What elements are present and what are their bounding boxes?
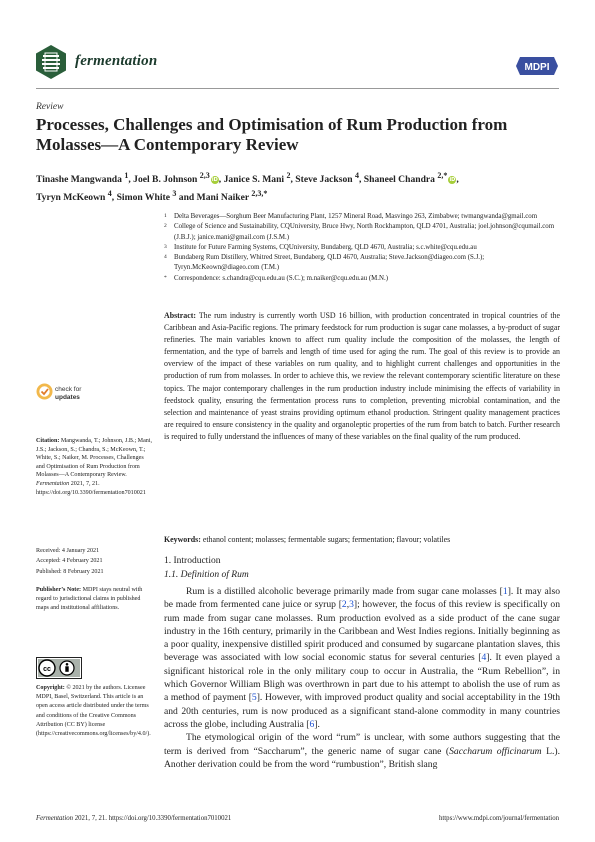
orcid-icon[interactable]: iD [449,177,456,184]
mdpi-logo [516,55,558,77]
citation-block: Citation: Mangwanda, T.; Johnson, J.B.; Mani, J.S.; Jackson, S.; Chandra, S.; McKeown, T.; White, S.; Naiker, M. Processes, Challenges and Optimisation of Rum Production from Molasses—A Contemporary Review. Fermentation 2021, 7, 21. https://doi.org/10.3390/fermentation7010021 [36,438,153,496]
article-type: Review [36,102,64,112]
subsection-heading: 1.1. Definition of Rum [164,570,249,580]
body-text [164,585,560,771]
author[interactable]: Shaneel Chandra $^{2,*}$iD [363,171,456,186]
check-for-updates-icon[interactable] [36,382,53,401]
correspondence: * Correspondence: s.chandra@cqu.edu.au (S.C.); m.naiker@cqu.edu.au (M.N.) [164,274,388,282]
article-title: Processes, Challenges and Optimisation of Rum Production from Molasses—A Contemporary Review [36,115,508,154]
footer-journal-url[interactable]: https://www.mdpi.com/journal/fermentation [439,815,559,822]
publication-dates [36,546,154,577]
publisher-note: Publisher’s Note: MDPI stays neutral with regard to jurisdictional claims in published maps and institutional affiliations. [36,587,143,612]
mdpi-logo-text: MDPI [524,62,550,73]
affiliation: 3 Institute for Future Farming Systems, CQUniversity, Bundaberg, QLD 4670, Australia; s.c.white@cqu.edu.au [164,243,477,251]
reference-link[interactable]: 5 [251,692,257,704]
affiliation: 4 Bundaberg Rum Distillery, Whitred Street, Bundaberg, QLD 4670, Australia; Steve.Jackson@diageo.com (S.J.); Tyryn.McKeown@diageo.com (T.M.) [164,254,485,272]
accepted-date: Accepted: 4 February 2021 [36,558,103,565]
author-list: Tinashe Mangwanda $^1$, Joel B. Johnson $^{2,3}$iD, Janice S. Mani $^2$, Steve Jackson $^4$, Shaneel Chandra $^{2,*}$iD, Tyryn McKeown $^4$, Simon White $^3$ and Mani Naiker $^{2,3,*}$ [36,171,459,203]
author[interactable]: Tyryn McKeown $^4$ [36,188,112,203]
paragraph: The etymological origin of the word “rum” is unclear, with some authors suggesting that the term is derived from “Saccharum”, the generic name of sugar cane (Saccharum officinarum L.). Another derivation could be from the word “rumbustion”, British slang [164,732,560,770]
section-heading: 1. Introduction [164,556,221,566]
reference-link[interactable]: 2 [341,599,347,611]
keywords: Keywords: ethanol content; molasses; fermentable sugars; fermentation; flavour; volatiles [164,535,451,544]
author[interactable]: Simon White $^3$ [116,188,177,203]
cc-by-license-icon[interactable] [36,657,82,679]
journal-logo-icon [36,45,66,79]
affiliation: 1 Delta Beverages—Sorghum Beer Manufacturing Plant, 1257 Mineral Road, Masvingo 263, Zimbabwe; twmangwanda@gmail.com [164,213,538,220]
author[interactable]: Janice S. Mani $^2$ [223,171,291,186]
paragraph: Rum is a distilled alcoholic beverage primarily made from sugar cane molasses [1]. It may also be made from fermented cane juice or syrup [2,3]; however, the focus of this review is specifically on rum made from sugar cane molasses. Rum production evolved as a side product of the cane sugar industry in the 16th century, primarily in the Caribbean and West Indies regions. Initially beginning as a poor quality, inexpensive distilled spirit produced and consumed by sugarcane plantation slaves, this beverage was associated with low social economic status for several centuries [4]. It even played a significant historical role in the only military coup to occur in Australia, the “Rum Rebellion”, in which Governor William Bligh was overthrown in part due to his attempt to abolish the use of rum as a method of payment [5]. However, with improved product quality and social acceptability in the 19th and 20th centuries, rum is now produced as a significant stand-alone commodity in many countries across the globe, including Australia [6]. [164,586,561,730]
svg-text:cc: cc [43,666,51,673]
journal-name: fermentation [75,53,158,69]
reference-link[interactable]: 4 [481,652,487,664]
copyright-notice: Copyright: © 2021 by the authors. Licensee MDPI, Basel, Switzerland. This article is an open access article distributed under the terms and conditions of the Creative Commons Attribution (CC BY) license (https://creativecommons.org/licenses/by/4.0/). [36,685,151,738]
published-date: Published: 8 February 2021 [36,568,104,575]
header-divider [36,88,559,89]
reference-link[interactable]: 6 [309,718,315,730]
author[interactable]: Mani Naiker $^{2,3,*}$ [196,188,268,203]
check-for-updates-label[interactable]: check for updates [55,386,82,401]
author[interactable]: Tinashe Mangwanda $^1$ [36,171,129,186]
author[interactable]: Joel B. Johnson $^{2,3}$iD [133,171,218,186]
abstract: Abstract: The rum industry is currently worth USD 16 billion, with production concentrated in tropical countries of the Caribbean and Asia-Pacific regions. The primary feedstock for rum production is sugar cane molasses, a by-product of sugar refineries. The main variables known to affect rum quality include the composition of the molasses, the length of fermentation, and the type of barrels and length of time used for aging the rum. The goal of this review is to provide an overview of the impact of these variables on rum quality, and to highlight current challenges and opportunities in the production of rum from molasses. In order to achieve this, we review the relevant contemporary scientific literature on these topics. The major contemporary challenges in the rum production industry include minimising the effects of variability in feedstock quality, ensuring the fermentation process runs to completion, preventing microbial contamination, and the selection and maintenance of yeast strains providing optimum ethanol production. Stringent quality management practices are required to ensure consistency in the quality and organoleptic properties of the rum from batch to batch. Further research is required to fully understand the influences of many of these variables on the final quality of the rum produced. [164,311,560,441]
author[interactable]: Steve Jackson $^4$ [295,171,359,186]
received-date: Received: 4 January 2021 [36,548,100,554]
orcid-icon[interactable]: iD [211,177,218,184]
affiliation: 2 College of Science and Sustainability, CQUniversity, Bruce Hwy, North Rockhampton, QLD 4701, Australia; joel.johnson@cqumail.com (J.B.J.); janice.mani@gmail.com (J.S.M.) [164,223,555,241]
reference-link[interactable]: 1 [502,586,508,597]
reference-link[interactable]: 3 [349,599,354,611]
footer-citation: Fermentation 2021, 7, 21. https://doi.org/10.3390/fermentation7010021 [36,815,232,822]
affiliation-list [164,212,564,284]
